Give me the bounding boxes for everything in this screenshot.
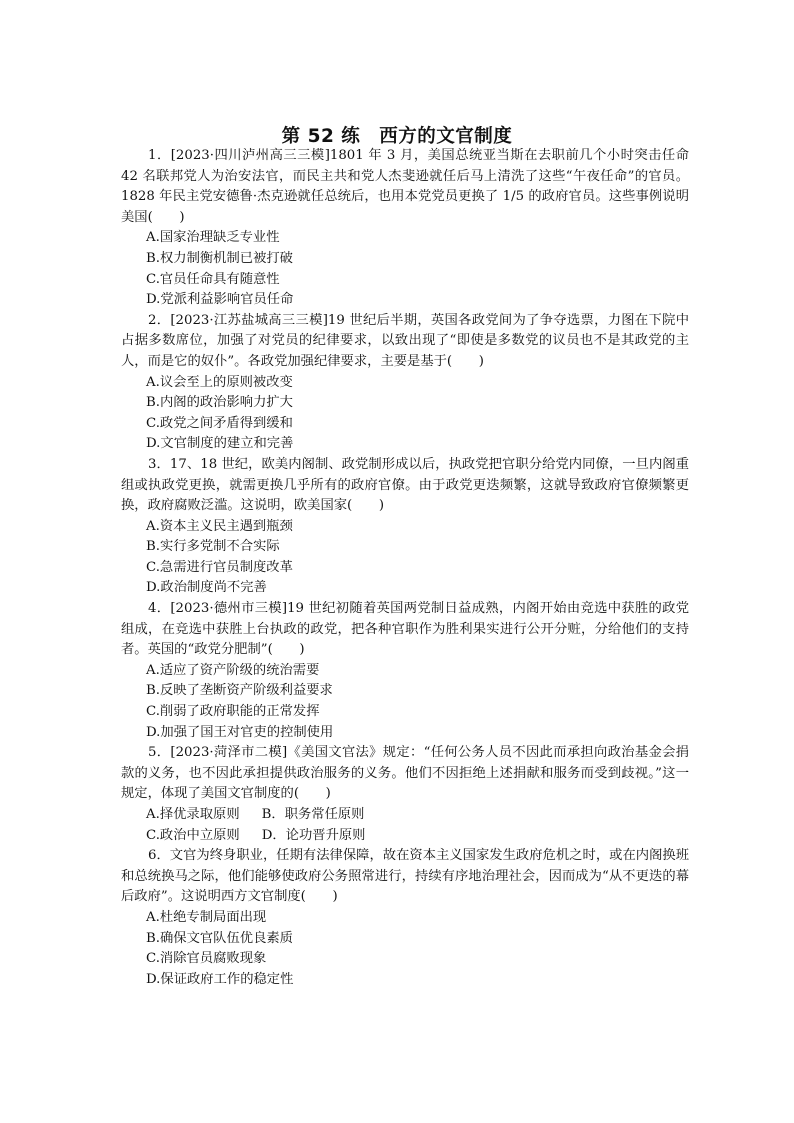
question-1 <box>121 146 689 311</box>
option-d: D.政治制度尚不完善 <box>146 580 267 596</box>
question-stem: 6．文官为终身职业，任期有法律保障，故在资本主义国家发生政府危机之时，或在内阁换班和总统换马之际，他们能够使政府公务照常进行，持续有序地治理社会，因而成为“从不更迭的幕后政府”。这说明西方文官制度( ) <box>121 848 689 905</box>
option-a: A.适应了资产阶级的统治需要 <box>146 662 320 678</box>
question-4 <box>121 599 689 743</box>
question-stem: 5．[2023·菏泽市二模]《美国文官法》规定：“任何公务人员不因此而承担向政治基金会捐款的义务，也不因此承担提供政治服务的义务。他们不因拒绝上述捐献和服务而受到歧视。”这一规定，体现了美国文官制度的( ) <box>121 745 689 802</box>
option-a: A.资本主义民主遇到瓶颈 <box>146 518 293 534</box>
option-d: D.加强了国王对官吏的控制使用 <box>146 724 334 740</box>
question-3 <box>121 455 689 599</box>
option-c: C.官员任命具有随意性 <box>146 271 280 287</box>
question-2 <box>121 311 689 455</box>
question-5 <box>121 743 689 846</box>
question-stem: 3．17、18 世纪，欧美内阁制、政党制形成以后，执政党把官职分给党内同僚，一旦内阁重组或执政党更换，就需更换几乎所有的政府官僚。由于政党更迭频繁，这就导致政府官僚频繁更换，政府腐败泛滥。这说明，欧美国家( ) <box>121 456 689 514</box>
option-b: B.实行多党制不合实际 <box>146 539 280 555</box>
option-d: D.文官制度的建立和完善 <box>146 436 294 452</box>
question-stem: 2．[2023·江苏盐城高三三模]19 世纪后半期，英国各政党间为了争夺选票，力图在下院中占据多数席位，加强了对党员的纪律要求，以致出现了“即使是多数党的议员也不是其政党的主人，而是它的奴仆”。各政党加强纪律要求，主要是基于( ) <box>121 312 689 369</box>
option-b: B.内阁的政治影响力扩大 <box>146 395 293 411</box>
question-stem: 1．[2023·四川泸州高三三模]1801 年 3 月，美国总统亚当斯在去职前几个小时突击任命 42 名联邦党人为治安法官，而民主共和党人杰斐逊就任后马上清洗了这些“午夜任命”的官员。1828 年民主党安德鲁·杰克逊就任总统后，也用本党党员更换了 1/5 的政府官员。这些事例说明美国( ) <box>121 148 689 225</box>
option-row-1 <box>121 805 689 826</box>
question-6 <box>121 846 689 990</box>
option-d: D．论功晋升原则 <box>261 827 366 843</box>
option-c: C.政党之间矛盾得到缓和 <box>146 415 293 431</box>
question-stem: 4．[2023·德州市三模]19 世纪初随着英国两党制日益成熟，内阁开始由竞选中获胜的政党组成，在竞选中获胜上台执政的政党，把各种官职作为胜利果实进行公开分赃，分给他们的支持者。英国的“政党分肥制”( ) <box>121 601 689 658</box>
option-a: A.杜绝专制局面出现 <box>146 909 267 925</box>
question-list <box>121 146 689 990</box>
option-a: A.国家治理缺乏专业性 <box>146 230 280 246</box>
option-d: D.保证政府工作的稳定性 <box>146 971 294 987</box>
option-d: D.党派利益影响官员任命 <box>146 292 294 308</box>
option-b: B.确保文官队伍优良素质 <box>146 930 293 946</box>
option-a: A.议会至上的原则被改变 <box>146 374 293 390</box>
option-b: B.反映了垄断资产阶级利益要求 <box>146 683 333 699</box>
option-c: C.政治中立原则 <box>146 827 240 843</box>
option-a: A.择优录取原则 <box>146 807 240 822</box>
page-title: 第 52 练 西方的文官制度 <box>281 126 513 147</box>
option-b: B.权力制衡机制已被打破 <box>146 250 293 266</box>
option-c: C.消除官员腐败现象 <box>146 951 267 967</box>
option-c: C.削弱了政府职能的正常发挥 <box>146 704 320 720</box>
option-b: B．职务常任原则 <box>261 807 365 822</box>
option-c: C.急需进行官员制度改革 <box>146 559 293 575</box>
option-row-2 <box>121 826 689 847</box>
